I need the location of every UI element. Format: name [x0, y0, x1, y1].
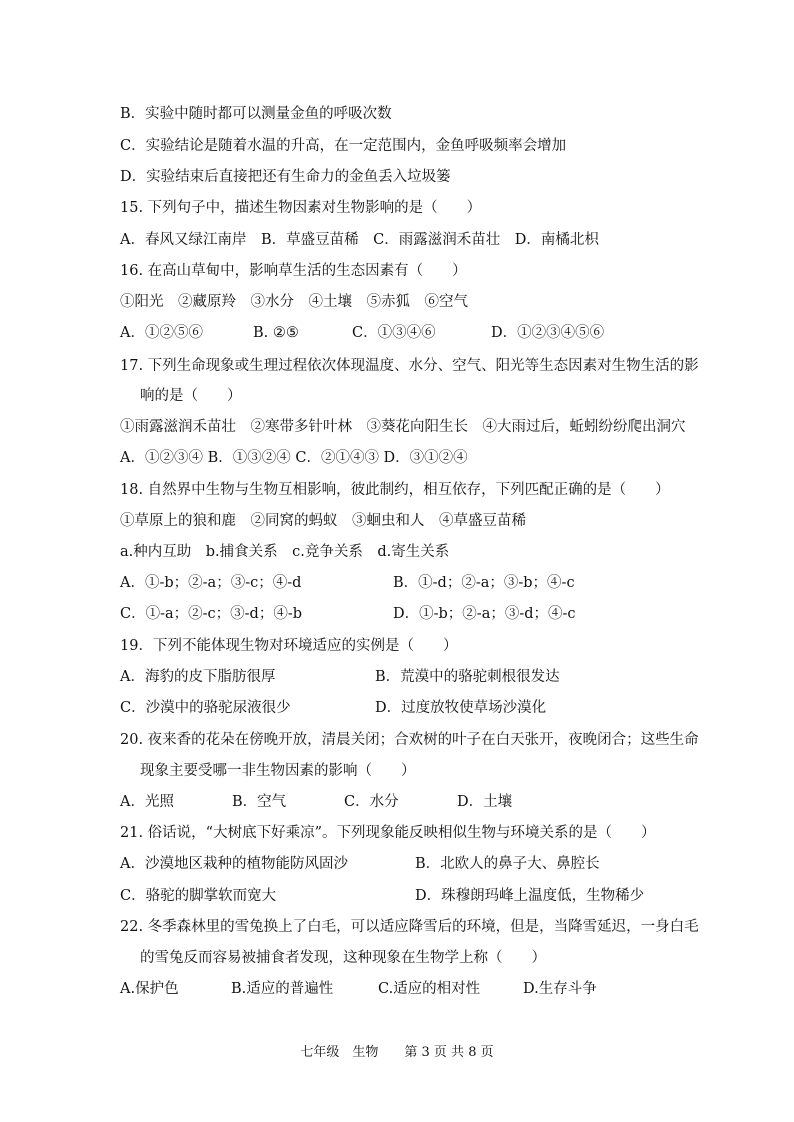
q18-option-a: A．①-b；②-a；③-c；④-d: [120, 575, 302, 591]
q22-stem-line1: 22. 冬季森林里的雪兔换上了白毛，可以适应降雪后的环境，但是，当降雪延迟，一身白毛: [120, 919, 699, 935]
q17-stem-line2: 响的是（ ）: [140, 388, 242, 404]
q17-stem-line1: 17. 下列生命现象或生理过程依次体现温度、水分、空气、阳光等生态因素对生物生活的影: [120, 358, 699, 374]
q21-option-a: A．沙漠地区栽种的植物能防风固沙: [120, 856, 348, 872]
q20-option-c: C．水分: [344, 794, 399, 810]
page-footer: 七年级 生物 第 3 页 共 8 页: [300, 1045, 494, 1060]
q22-stem-line2: 的雪兔反而容易被捕食者发现，这种现象在生物学上称（ ）: [140, 950, 546, 966]
q20-option-b: B．空气: [232, 794, 287, 810]
q22-option-c: C.适应的相对性: [378, 981, 481, 997]
q18-relations: a.种内互助 b.捕食关系 c.竞争关系 d.寄生关系: [120, 544, 450, 560]
q16-stem: 16. 在高山草甸中，影响草生活的生态因素有（ ）: [120, 263, 467, 279]
q16-items: ①阳光 ②藏原羚 ③水分 ④土壤 ⑤赤狐 ⑥空气: [120, 294, 468, 310]
q19-stem: 19．下列不能体现生物对环境适应的实例是（ ）: [120, 638, 458, 654]
q21-stem: 21. 俗话说，“大树底下好乘凉”。下列现象能反映相似生物与环境关系的是（ ）: [120, 825, 656, 841]
q21-option-b: B．北欧人的鼻子大、鼻腔长: [415, 856, 600, 872]
q22-option-d: D.生存斗争: [523, 981, 597, 997]
q16-option-d: D．①②③④⑤⑥: [491, 325, 605, 341]
q20-stem-line2: 现象主要受哪一非生物因素的影响（ ）: [140, 763, 416, 779]
q17-options: A．①②③④ B．①③②④ C．②①④③ D．③①②④: [120, 450, 468, 466]
q17-items: ①雨露滋润禾苗壮 ②寒带多针叶林 ③葵花向阳生长 ④大雨过后，蚯蚓纷纷爬出洞穴: [120, 419, 686, 435]
q21-option-c: C．骆驼的脚掌软而宽大: [120, 888, 277, 904]
q14-option-d: D．实验结束后直接把还有生命力的金鱼丢入垃圾篓: [120, 169, 451, 185]
q18-stem: 18. 自然界中生物与生物互相影响，彼此制约，相互依存，下列匹配正确的是（ ）: [120, 482, 670, 498]
q20-option-a: A．光照: [120, 794, 174, 810]
q19-option-c: C．沙漠中的骆驼尿液很少: [120, 700, 291, 716]
q20-option-d: D．土壤: [457, 794, 513, 810]
q16-option-b: B. ②⑤: [253, 325, 299, 341]
q14-option-c: C．实验结论是随着水温的升高，在一定范围内，金鱼呼吸频率会增加: [120, 138, 567, 154]
q18-option-b: B．①-d；②-a；③-b；④-c: [393, 575, 575, 591]
q16-option-a: A．①②⑤⑥: [120, 325, 203, 341]
q14-option-b: B．实验中随时都可以测量金鱼的呼吸次数: [120, 106, 392, 122]
q15-stem: 15. 下列句子中，描述生物因素对生物影响的是（ ）: [120, 200, 482, 216]
q19-option-b: B．荒漠中的骆驼刺根很发达: [375, 669, 560, 685]
q19-option-d: D．过度放牧使草场沙漠化: [375, 700, 547, 716]
q20-stem-line1: 20. 夜来香的花朵在傍晚开放，清晨关闭；合欢树的叶子在白天张开，夜晚闭合；这些生命: [120, 732, 699, 748]
q18-option-c: C．①-a；②-c；③-d；④-b: [120, 606, 303, 622]
q18-items: ①草原上的狼和鹿 ②同窝的蚂蚁 ③蛔虫和人 ④草盛豆苗稀: [120, 513, 526, 529]
q16-option-c: C．①③④⑥: [352, 325, 436, 341]
q15-options: A．春风又绿江南岸 B．草盛豆苗稀 C．雨露滋润禾苗壮 D．南橘北枳: [120, 232, 599, 248]
q22-option-b: B.适应的普遍性: [231, 981, 334, 997]
q21-option-d: D．珠穆朗玛峰上温度低，生物稀少: [415, 888, 645, 904]
q22-option-a: A.保护色: [120, 981, 179, 997]
q19-option-a: A．海豹的皮下脂肪很厚: [120, 669, 276, 685]
q18-option-d: D．①-b；②-a；③-d；④-c: [393, 606, 576, 622]
